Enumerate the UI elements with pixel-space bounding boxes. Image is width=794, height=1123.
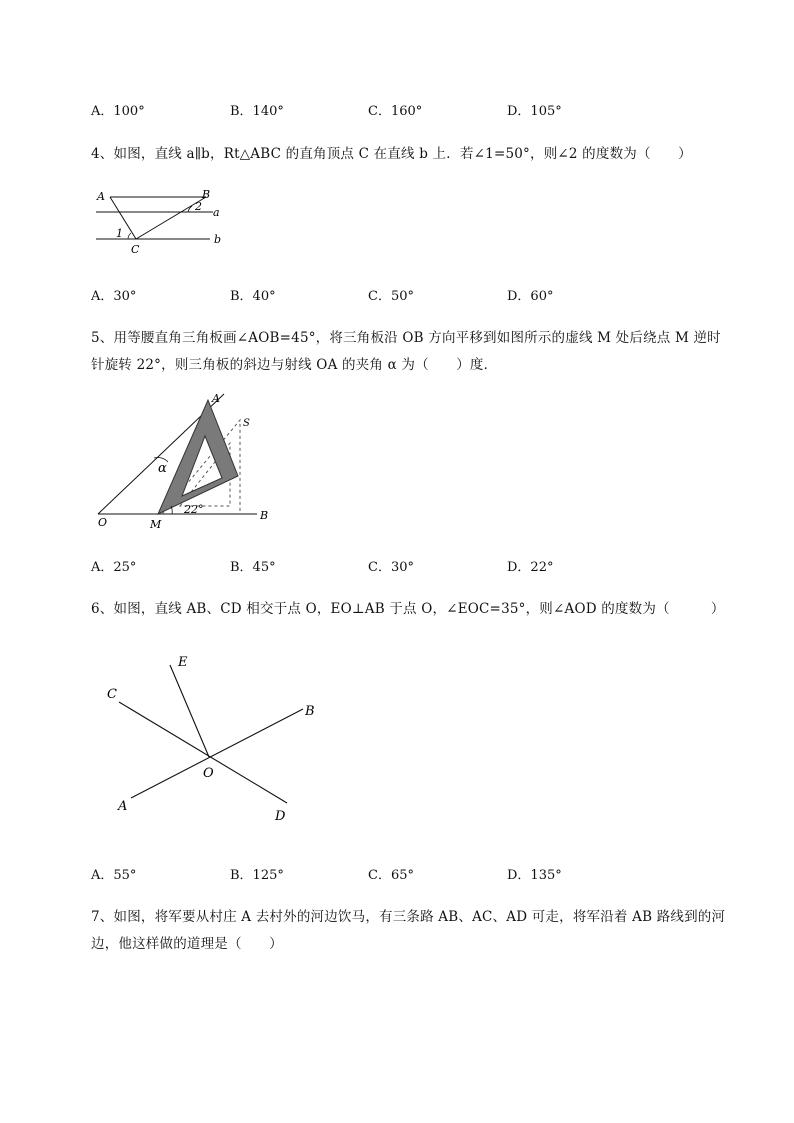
q4-option-d: D．60° bbox=[507, 289, 554, 304]
q4-label-angle-2: 2 bbox=[195, 200, 202, 213]
q3-option-b: B．140° bbox=[230, 104, 284, 119]
q5-option-a: A．25° bbox=[91, 560, 137, 575]
q5-label-b: B bbox=[260, 509, 269, 522]
q3-options bbox=[0, 100, 794, 118]
q5-text-line1: 5、用等腰直角三角板画∠AOB=45°，将三角板沿 OB 方向平移到如图所示的虚线 M 处后绕点 M 逆时 bbox=[91, 330, 721, 346]
q4-figure bbox=[88, 182, 228, 260]
q6-option-a: A．55° bbox=[91, 868, 137, 883]
q7-text-line1: 7、如图，将军要从村庄 A 去村外的河边饮马，有三条路 AB、AC、AD 可走，将军沿着 AB 路线到的河 bbox=[91, 909, 726, 925]
q4-option-a: A．30° bbox=[91, 289, 137, 304]
q6-label-c: C bbox=[107, 687, 117, 702]
q3-option-d: D．105° bbox=[507, 104, 562, 119]
q6-label-a: A bbox=[118, 799, 128, 814]
q4-option-c: C．50° bbox=[368, 289, 414, 304]
q4-label-line-b: b bbox=[214, 233, 222, 246]
q5-label-s: S bbox=[243, 418, 250, 429]
q3-option-a: A．100° bbox=[91, 104, 145, 119]
q6-label-d: D bbox=[275, 809, 286, 824]
q4-segment-ac bbox=[110, 197, 136, 239]
q4-text: 4、如图，直线 a∥b，Rt△ABC 的直角顶点 C 在直线 b 上．若∠1=50°，则∠2 的度数为（ ） bbox=[91, 146, 692, 162]
q6-figure bbox=[100, 648, 330, 828]
q6-ray-oe bbox=[170, 665, 209, 757]
q6-option-c: C．65° bbox=[368, 868, 414, 883]
q6-option-d: D．135° bbox=[507, 868, 562, 883]
q5-options bbox=[0, 556, 794, 574]
q5-option-d: D．22° bbox=[507, 560, 554, 575]
q5-set-square bbox=[158, 400, 238, 514]
q4-label-b-point: B bbox=[202, 188, 211, 201]
q6-options bbox=[0, 864, 794, 882]
q5-text-line2: 针旋转 22°，则三角板的斜边与射线 OA 的夹角 α 为（ ）度． bbox=[91, 357, 498, 373]
q4-label-angle-1: 1 bbox=[116, 227, 123, 240]
q3-option-c: C．160° bbox=[368, 104, 423, 119]
q4-label-c-point: C bbox=[131, 243, 140, 256]
q4-option-b: B．40° bbox=[230, 289, 276, 304]
q4-label-a-point: A bbox=[97, 190, 105, 203]
q7-text-line2: 边，他这样做的道理是（ ） bbox=[91, 936, 283, 952]
q5-label-22: 22° bbox=[184, 503, 204, 516]
q5-option-c: C．30° bbox=[368, 560, 414, 575]
q6-text: 6、如图，直线 AB、CD 相交于点 O，EO⊥AB 于点 O，∠EOC=35°，则∠AOD 的度数为（ ） bbox=[91, 601, 725, 617]
q5-label-o: O bbox=[98, 516, 108, 529]
q6-option-b: B．125° bbox=[230, 868, 284, 883]
q5-option-b: B．45° bbox=[230, 560, 276, 575]
q6-label-o: O bbox=[203, 766, 214, 781]
q6-line-cd bbox=[119, 702, 287, 803]
q4-options bbox=[0, 285, 794, 303]
q5-label-a: A bbox=[212, 392, 220, 405]
q4-angle-1-arc bbox=[128, 233, 131, 239]
q5-figure bbox=[92, 388, 282, 530]
q6-line-ab bbox=[131, 709, 303, 798]
q6-label-e: E bbox=[178, 655, 188, 670]
q5-label-m: M bbox=[150, 518, 162, 530]
q6-label-b: B bbox=[305, 704, 315, 719]
q4-label-line-a: a bbox=[213, 206, 220, 219]
q5-label-alpha: α bbox=[158, 461, 167, 476]
